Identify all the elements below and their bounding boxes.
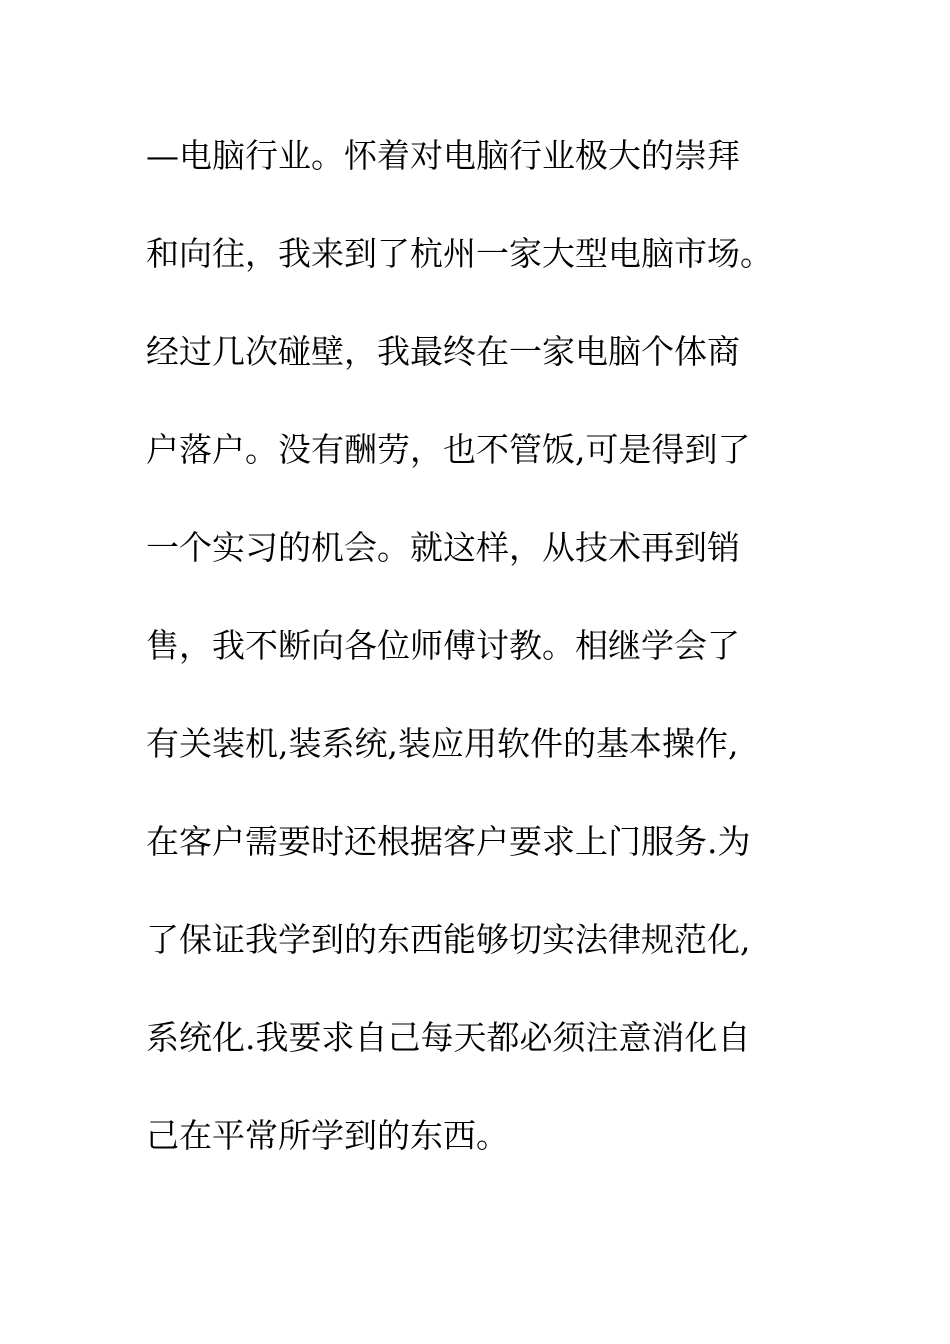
- text-line-5: 一个实习的机会。就这样，从技术再到销: [146, 528, 740, 567]
- text-line-7: 有关装机,装系统,装应用软件的基本操作,: [146, 724, 739, 763]
- text-line-11: 己在平常所学到的东西。: [146, 1116, 509, 1155]
- body-text: [146, 127, 806, 1205]
- text-line-10: 系统化.我要求自己每天都必须注意消化自: [146, 1018, 751, 1057]
- text-line-8: 在客户需要时还根据客户要求上门服务.为: [146, 822, 751, 861]
- text-line-9: 了保证我学到的东西能够切实法律规范化,: [146, 920, 751, 959]
- text-line-4: 户落户。没有酬劳，也不管饭,可是得到了: [146, 430, 751, 469]
- text-line-2: 和向往，我来到了杭州一家大型电脑市场。: [146, 234, 773, 273]
- text-line-1: —电脑行业。怀着对电脑行业极大的崇拜: [146, 136, 740, 175]
- text-line-3: 经过几次碰壁，我最终在一家电脑个体商: [146, 332, 740, 371]
- text-line-6: 售，我不断向各位师傅讨教。相继学会了: [146, 626, 740, 665]
